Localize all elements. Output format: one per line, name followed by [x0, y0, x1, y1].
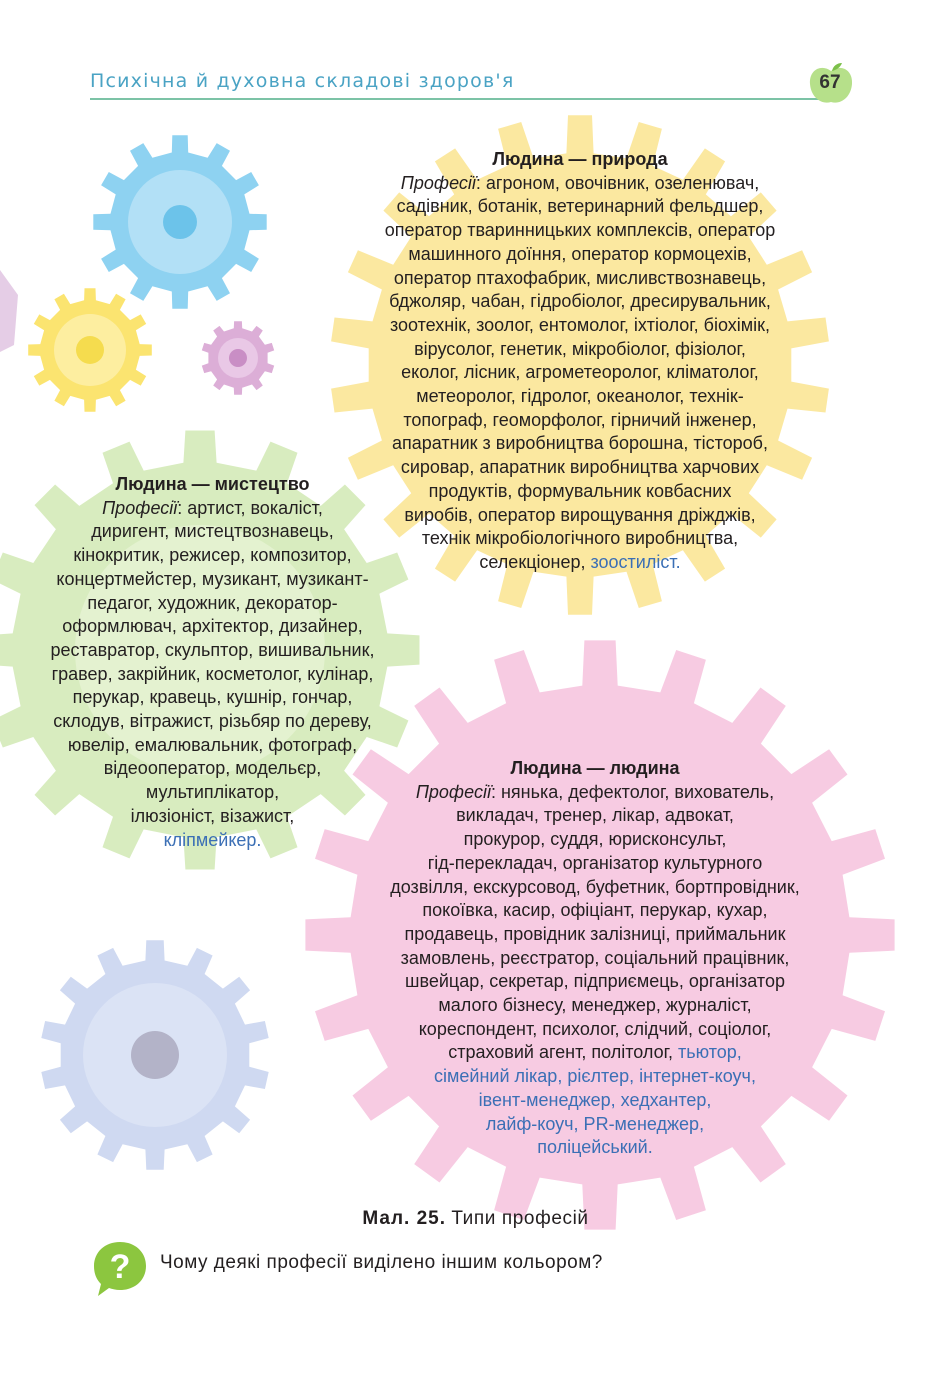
block-line: диригент, мистецтвознавець,	[91, 521, 334, 542]
block-line: дозвілля, екскурсовод, буфетник, бортпровідник,	[390, 876, 800, 897]
block-line	[345, 1041, 845, 1065]
block-title: Людина — мистецтво	[115, 474, 310, 494]
block-text: : нянька, дефектолог, вихователь,	[490, 781, 775, 802]
block-line: ілюзіоніст, візажист,	[130, 805, 295, 826]
block-line: ювелір, емалювальник, фотограф,	[67, 734, 358, 755]
block-line	[20, 497, 405, 521]
block-line: сировар, апаратник виробництва харчових	[400, 457, 760, 478]
block-title: Людина — людина	[510, 758, 680, 778]
block-line	[345, 781, 845, 805]
block-line: гід-перекладач, організатор культурного	[427, 852, 763, 873]
block-line: кінокритик, режисер, композитор,	[73, 545, 352, 566]
block-line: мультиплікатор,	[145, 782, 280, 803]
figure-caption	[0, 1208, 951, 1230]
block-text: : артист, вокаліст,	[177, 497, 323, 518]
block-line: покоївка, касир, офіціант, перукар, кухар,	[422, 900, 768, 921]
block-line: оформлювач, архітектор, дизайнер,	[62, 616, 363, 637]
page-number: 67	[819, 72, 841, 93]
block-title: Людина — природа	[492, 149, 668, 169]
block-line: реставратор, скульптор, вишивальник,	[50, 639, 375, 660]
block-line	[330, 551, 830, 575]
block-line: продуктів, формувальник ковбасних	[428, 480, 732, 501]
block-line: перукар, кравець, кушнір, гончар,	[72, 687, 353, 708]
block-line: садівник, ботанік, ветеринарний фельдшер,	[396, 196, 764, 217]
block-line: прокурор, суддя, юрисконсульт,	[463, 829, 727, 850]
caption-label: Мал. 25.	[362, 1208, 447, 1229]
block-line: гравер, закрійник, косметолог, кулінар,	[51, 663, 374, 684]
block-line: топограф, геоморфолог, гірничий інженер,	[403, 409, 757, 430]
question-text: Чому деякі професії виділено іншим кольором?	[160, 1252, 603, 1273]
caption-text: Типи професій	[451, 1208, 589, 1229]
block-line: оператор тваринницьких комплексів, оператор	[384, 220, 776, 241]
gear-sun-center	[76, 336, 104, 364]
block-line: апаратник з виробництва борошна, тістороб,	[392, 433, 768, 454]
gear-blue-center	[131, 1031, 179, 1079]
block-human-human	[345, 757, 845, 1160]
block-line: малого бізнесу, менеджер, журналіст,	[438, 995, 752, 1016]
block-line: концертмейстер, музикант, музикант-	[56, 568, 369, 589]
block-line: вірусолог, генетик, мікробіолог, фізіолог,	[414, 338, 746, 359]
block-line: продавець, провідник залізниці, приймальник	[404, 923, 786, 944]
block-line: кореспондент, психолог, слідчий, соціолог,	[418, 1018, 772, 1039]
professions-lead: Професії	[415, 781, 491, 802]
block-line: метеоролог, гідролог, океанолог, технік-	[416, 386, 744, 407]
block-line: викладач, тренер, лікар, адвокат,	[456, 805, 734, 826]
professions-lead: Професії	[400, 172, 476, 193]
block-line: виробів, оператор вирощування дріжджів,	[404, 504, 756, 525]
gear-sky-center	[163, 205, 197, 239]
block-text: страховий агент, політолог,	[448, 1042, 678, 1063]
new-profession: тьютор,	[677, 1042, 742, 1063]
block-line: машинного доїння, оператор кормоцехів,	[408, 243, 752, 264]
block-line: еколог, лісник, агрометеоролог, кліматолог,	[401, 362, 759, 383]
block-line	[330, 172, 830, 196]
block-text: : агроном, овочівник, озеленювач,	[475, 172, 760, 193]
block-line: замовлень, реєстратор, соціальний працівник,	[400, 947, 790, 968]
block-line: склодув, вітражист, різьбяр по дереву,	[53, 711, 372, 732]
block-line: педагог, художник, декоратор-	[87, 592, 338, 613]
new-profession-line: сімейний лікар, рієлтер, інтернет-коуч,	[434, 1066, 756, 1087]
new-profession-line: івент-менеджер, хедхантер,	[478, 1089, 712, 1110]
gear-violet-center	[229, 349, 247, 367]
block-line: бджоляр, чабан, гідробіолог, дресирувальник,	[389, 291, 771, 312]
block-text: селекціонер,	[479, 551, 591, 572]
block-line: швейцар, секретар, підприємець, організатор	[405, 971, 785, 992]
block-line: технік мікробіологічного виробництва,	[421, 528, 739, 549]
question-icon	[90, 1238, 150, 1298]
new-profession-line: лайф-коуч, PR-менеджер,	[485, 1113, 705, 1134]
svg-text:?: ?	[109, 1248, 131, 1286]
block-human-nature	[330, 148, 830, 575]
professions-lead: Професії	[102, 497, 178, 518]
running-header: Психічна й духовна складові здоров'я	[90, 70, 515, 92]
new-profession: зоостиліст.	[590, 551, 681, 572]
gear-partial-purple	[0, 270, 18, 352]
block-line: зоотехнік, зоолог, ентомолог, іхтіолог, біохімік,	[389, 314, 771, 335]
block-line: оператор птахофабрик, мисливствознавець,	[393, 267, 767, 288]
new-profession: кліпмейкер.	[163, 829, 262, 850]
block-line: відеооператор, модельєр,	[103, 758, 322, 779]
new-profession-line: поліцейський.	[537, 1137, 653, 1158]
header-rule	[90, 98, 820, 100]
